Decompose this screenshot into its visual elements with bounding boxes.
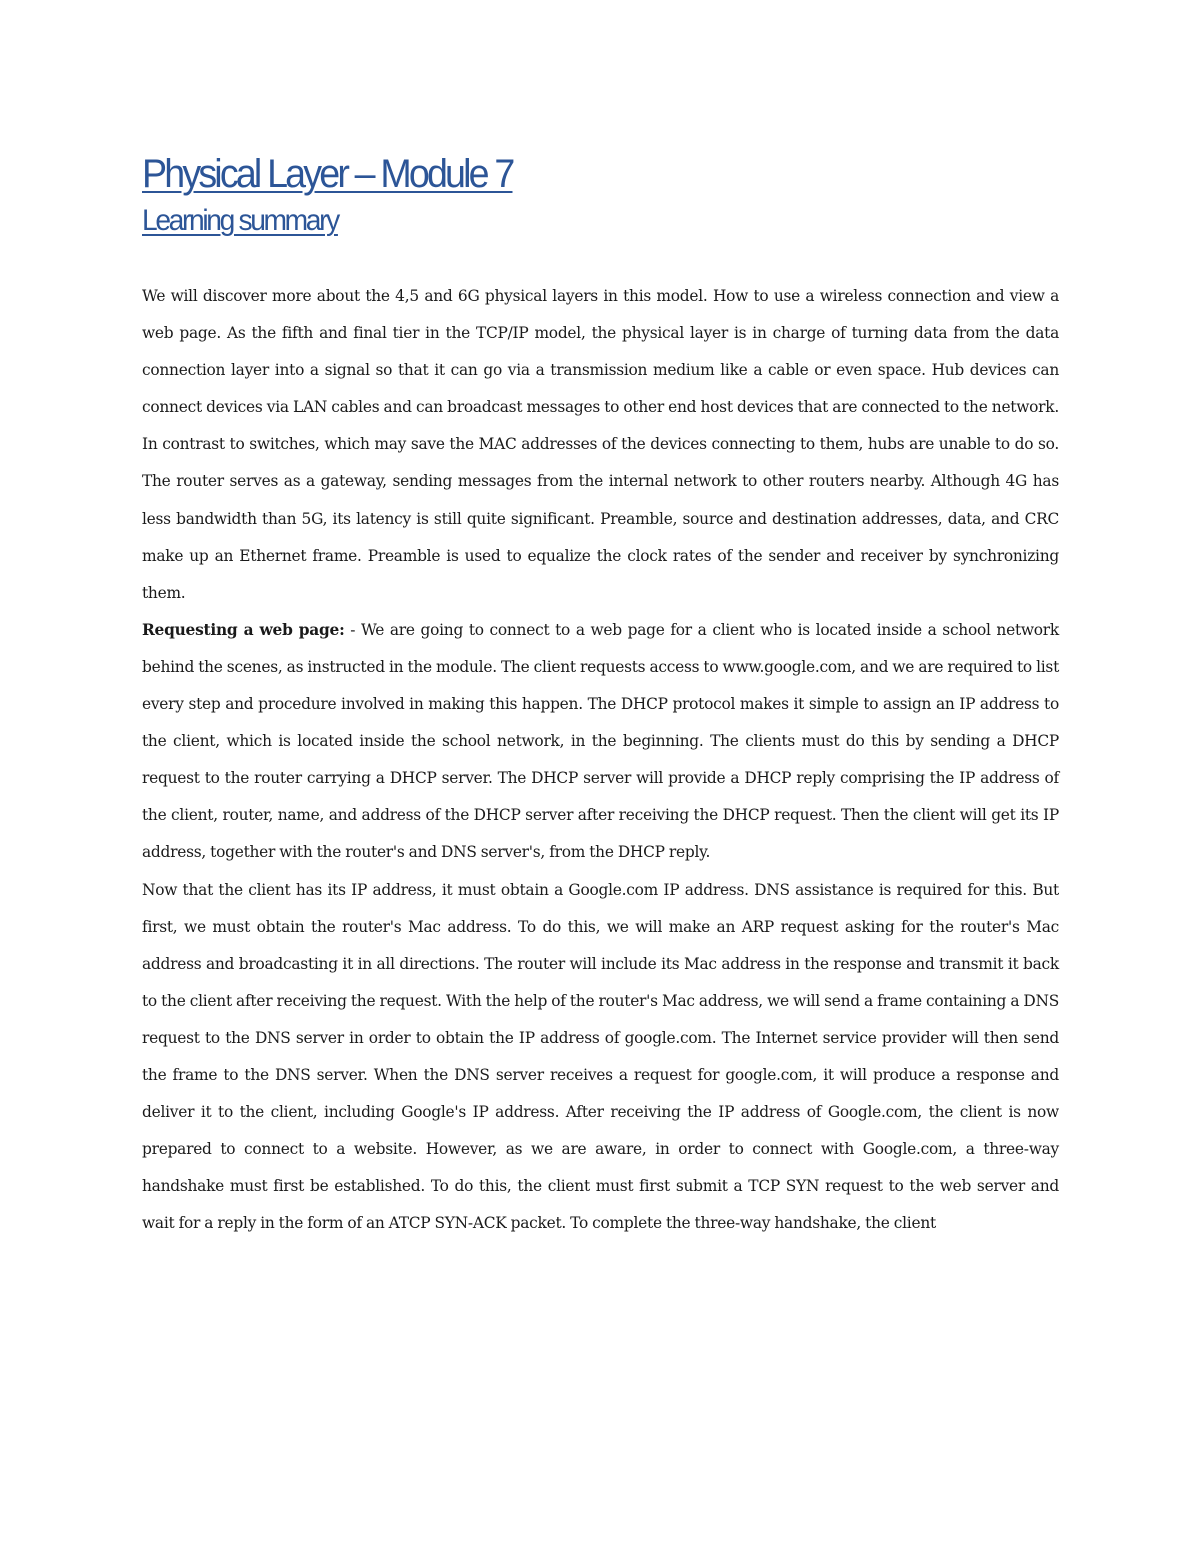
requesting-text: - We are going to connect to a web page for a client who is located inside a school network behind the scenes, as instructed in the module. The client requests access to www.google.com, and we are required to list every step and procedure involved in making this happen. The DHCP protocol makes it simple to assign an IP address to the client, which is located inside the school network, in the beginning. The clients must do this by sending a DHCP request to the router carrying a DHCP server. The DHCP server will provide a DHCP reply comprising the IP address of the client, router, name, and address of the DHCP server after receiving the DHCP request. Then the client will get its IP address, together with the router's and DNS server's, from the DHCP reply. [142, 620, 1059, 862]
document-content [142, 148, 1059, 1242]
requesting-paragraph [142, 612, 1059, 872]
intro-paragraph: We will discover more about the 4,5 and 6G physical layers in this model. How to use a wireless connection and view a web page. As the fifth and final tier in the TCP/IP model, the physical layer is in charge of turning data from the data connection layer into a signal so that it can go via a transmission medium like a cable or even space. Hub devices can connect devices via LAN cables and can broadcast messages to other end host devices that are connected to the network. In contrast to switches, which may save the MAC addresses of the devices connecting to them, hubs are unable to do so. The router serves as a gateway, sending messages from the internal network to other routers nearby. Although 4G has less bandwidth than 5G, its latency is still quite significant. Preamble, source and destination addresses, data, and CRC make up an Ethernet frame. Preamble is used to equalize the clock rates of the sender and receiver by synchronizing them. [142, 287, 1059, 602]
requesting-heading: Requesting a web page: [142, 620, 345, 639]
page-title: Physical Layer – Module 7 [142, 152, 513, 196]
page-subtitle: Learning summary [142, 204, 338, 237]
final-paragraph: Now that the client has its IP address, it must obtain a Google.com IP address. DNS assistance is required for this. But first, we must obtain the router's Mac address. To do this, we will make an ARP request asking for the router's Mac address and broadcasting it in all directions. The router will include its Mac address in the response and transmit it back to the client after receiving the request. With the help of the router's Mac address, we will send a frame containing a DNS request to the DNS server in order to obtain the IP address of google.com. The Internet service provider will then send the frame to the DNS server. When the DNS server receives a request for google.com, it will produce a response and deliver it to the client, including Google's IP address. After receiving the IP address of Google.com, the client is now prepared to connect to a website. However, as we are aware, in order to connect with Google.com, a three-way handshake must first be established. To do this, the client must first submit a TCP SYN request to the web server and wait for a reply in the form of an ATCP SYN-ACK packet. To complete the three-way handshake, the client [142, 880, 1059, 1233]
